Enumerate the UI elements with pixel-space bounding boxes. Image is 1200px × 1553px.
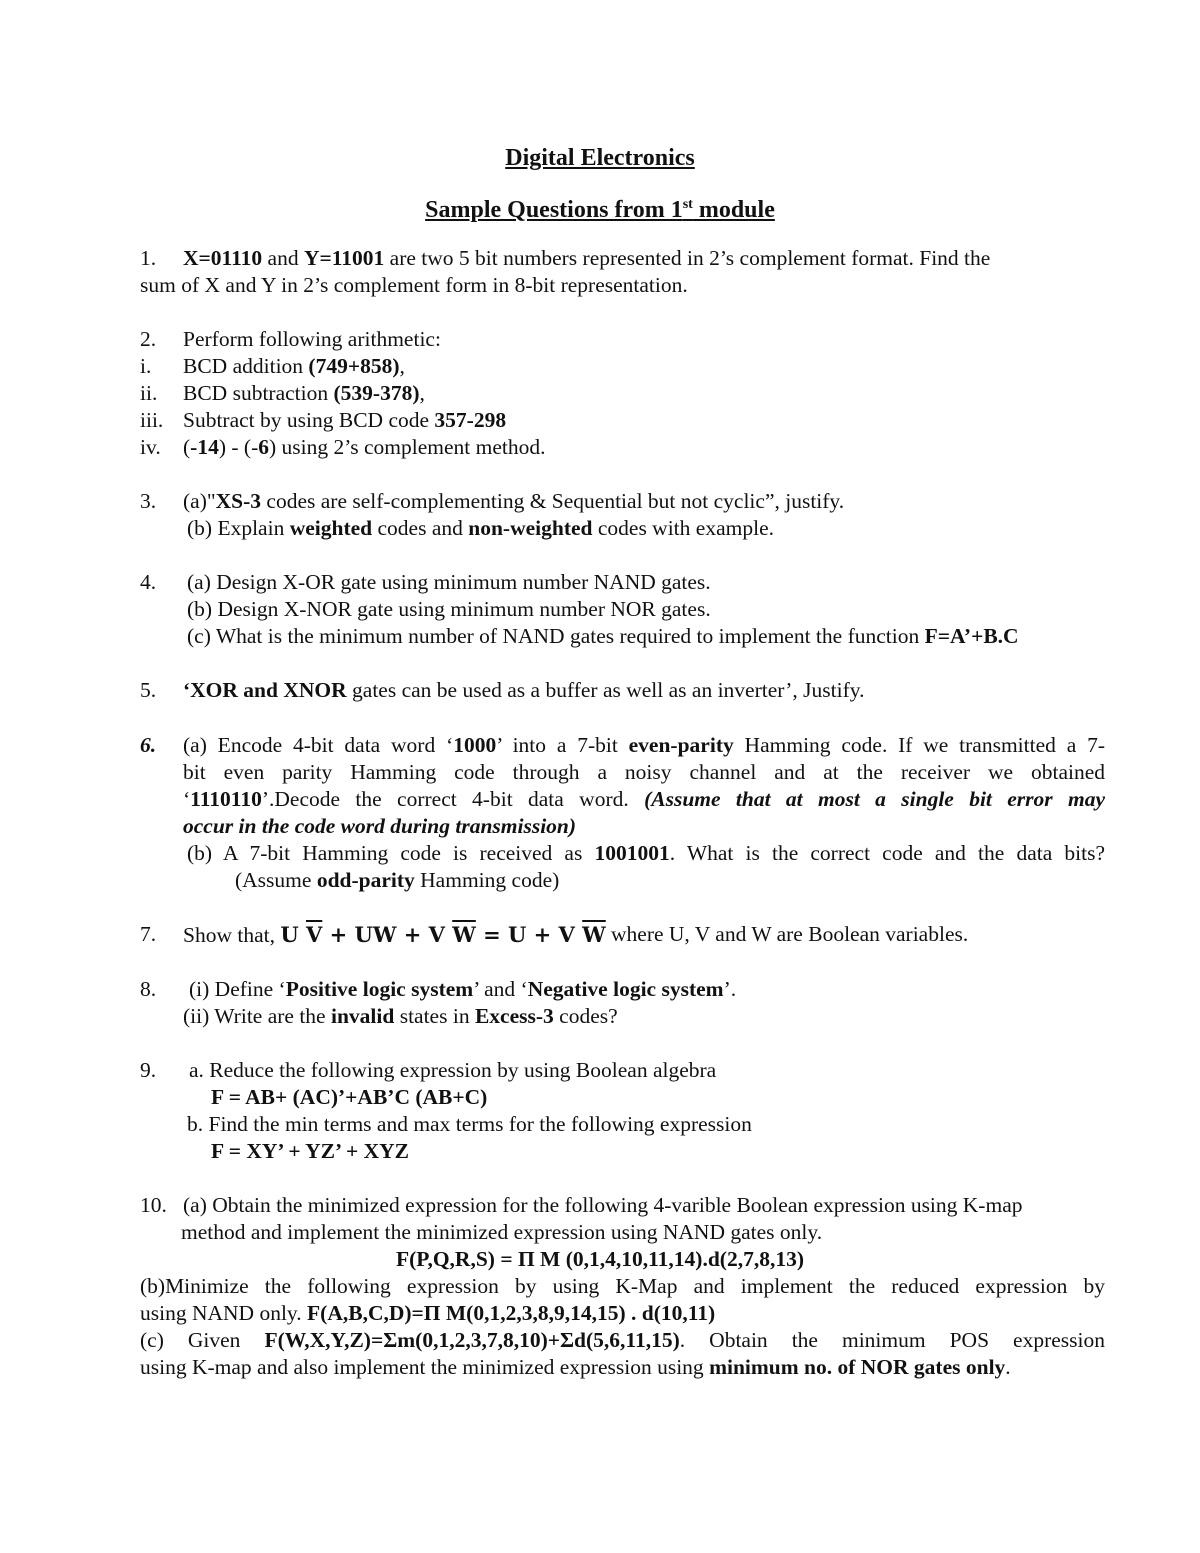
- question-2-item-number: ii.: [140, 381, 158, 405]
- question-7-note: where U, V and W are Boolean variables.: [611, 922, 969, 946]
- question-2-item-number: iv.: [140, 435, 161, 459]
- question-2-item-number: iii.: [140, 408, 164, 432]
- boolean-equation: U $\overline{V}$ + UW + V $\overline{W} = U + V$ $\overline{W}$: [280, 922, 606, 947]
- question-1-line-1: X=01110 and Y=11001 are two 5 bit numbers represented in 2’s complement format. Find the: [183, 246, 991, 270]
- question-9-part-a-expression: F = AB+ (AC)’+AB’C (AB+C): [211, 1085, 488, 1109]
- question-10-part-a-line-2: method and implement the minimized expression using NAND gates only.: [181, 1220, 823, 1244]
- question-3-number: 3.: [140, 489, 157, 513]
- question-2-item: Subtract by using BCD code 357-298: [183, 408, 507, 432]
- question-9-part-a: a. Reduce the following expression by using Boolean algebra: [189, 1058, 717, 1082]
- question-4-part-a: (a) Design X-OR gate using minimum number NAND gates.: [187, 570, 711, 594]
- question-4-part-b: (b) Design X-NOR gate using minimum number NOR gates.: [187, 597, 711, 621]
- question-9-part-b-expression: F = XY’ + YZ’ + XYZ: [211, 1139, 409, 1163]
- question-2-item: BCD subtraction (539-378),: [183, 381, 425, 405]
- question-2-intro: Perform following arithmetic:: [183, 327, 441, 351]
- question-10-number: 10.: [140, 1193, 167, 1217]
- question-5-number: 5.: [140, 678, 157, 702]
- question-3-part-b: (b) Explain weighted codes and non-weighted codes with example.: [187, 516, 774, 540]
- question-6-part-b: (b) A 7-bit Hamming code is received as 1001001. What is the correct code and the data bits?: [187, 841, 1105, 865]
- question-6-line-3: ‘1110110’.Decode the correct 4-bit data word. (Assume that at most a single bit error may: [183, 787, 1105, 811]
- question-8-number: 8.: [140, 977, 157, 1001]
- page-subtitle: Sample Questions from 1st module: [425, 197, 775, 223]
- question-9-number: 9.: [140, 1058, 157, 1082]
- question-3-part-a: (a)"XS-3 codes are self-complementing & Sequential but not cyclic”, justify.: [183, 489, 845, 513]
- question-5-text: ‘XOR and XNOR gates can be used as a buffer as well as an inverter’, Justify.: [183, 678, 865, 702]
- page-title: Digital Electronics: [505, 145, 695, 171]
- question-10-part-b-line-1: (b)Minimize the following expression by using K-Map and implement the reduced expression by: [140, 1274, 1105, 1298]
- question-8-part-ii: (ii) Write are the invalid states in Excess-3 codes?: [183, 1004, 618, 1028]
- question-2-item-number: i.: [140, 354, 152, 378]
- question-6-line-4: occur in the code word during transmission): [183, 814, 577, 838]
- question-2-number: 2.: [140, 327, 157, 351]
- question-4-part-c: (c) What is the minimum number of NAND gates required to implement the function F=A’+B.C: [187, 624, 1019, 648]
- question-1-line-2: sum of X and Y in 2’s complement form in 8-bit representation.: [140, 273, 688, 297]
- question-6-line-2: bit even parity Hamming code through a noisy channel and at the receiver we obtained: [183, 760, 1105, 784]
- question-9-part-b: b. Find the min terms and max terms for the following expression: [187, 1112, 752, 1136]
- question-6-part-b-note: (Assume odd-parity Hamming code): [235, 868, 560, 892]
- question-4-number: 4.: [140, 570, 157, 594]
- question-10-part-b-line-2: using NAND only. F(A,B,C,D)=Π M(0,1,2,3,8,9,14,15) . d(10,11): [140, 1301, 716, 1325]
- question-7-text: Show that, U $\overline{V}$ + UW + V $\overline{W} = U + V$ $\overline{W}$: [183, 922, 606, 947]
- question-10-part-a-expression: F(P,Q,R,S) = Π M (0,1,4,10,11,14).d(2,7,8,13): [396, 1247, 804, 1271]
- question-8-part-i: (i) Define ‘Positive logic system’ and ‘Negative logic system’.: [189, 977, 737, 1001]
- question-10-part-a-line-1: (a) Obtain the minimized expression for the following 4-varible Boolean expression using K-map: [183, 1193, 1023, 1217]
- question-10-part-c-line-1: (c) Given F(W,X,Y,Z)=Σm(0,1,2,3,7,8,10)+Σd(5,6,11,15). Obtain the minimum POS expression: [140, 1328, 1106, 1352]
- question-10-part-c-line-2: using K-map and also implement the minimized expression using minimum no. of NOR gates only.: [140, 1355, 1011, 1379]
- question-6-number: 6.: [140, 733, 157, 757]
- question-2-item: (-14) - (-6) using 2’s complement method.: [183, 435, 546, 459]
- question-7-number: 7.: [140, 922, 157, 946]
- question-6-line-1: (a) Encode 4-bit data word ‘1000’ into a 7-bit even-parity Hamming code. If we transmitted a 7-: [183, 733, 1105, 757]
- question-2-item: BCD addition (749+858),: [183, 354, 405, 378]
- question-1-number: 1.: [140, 246, 157, 270]
